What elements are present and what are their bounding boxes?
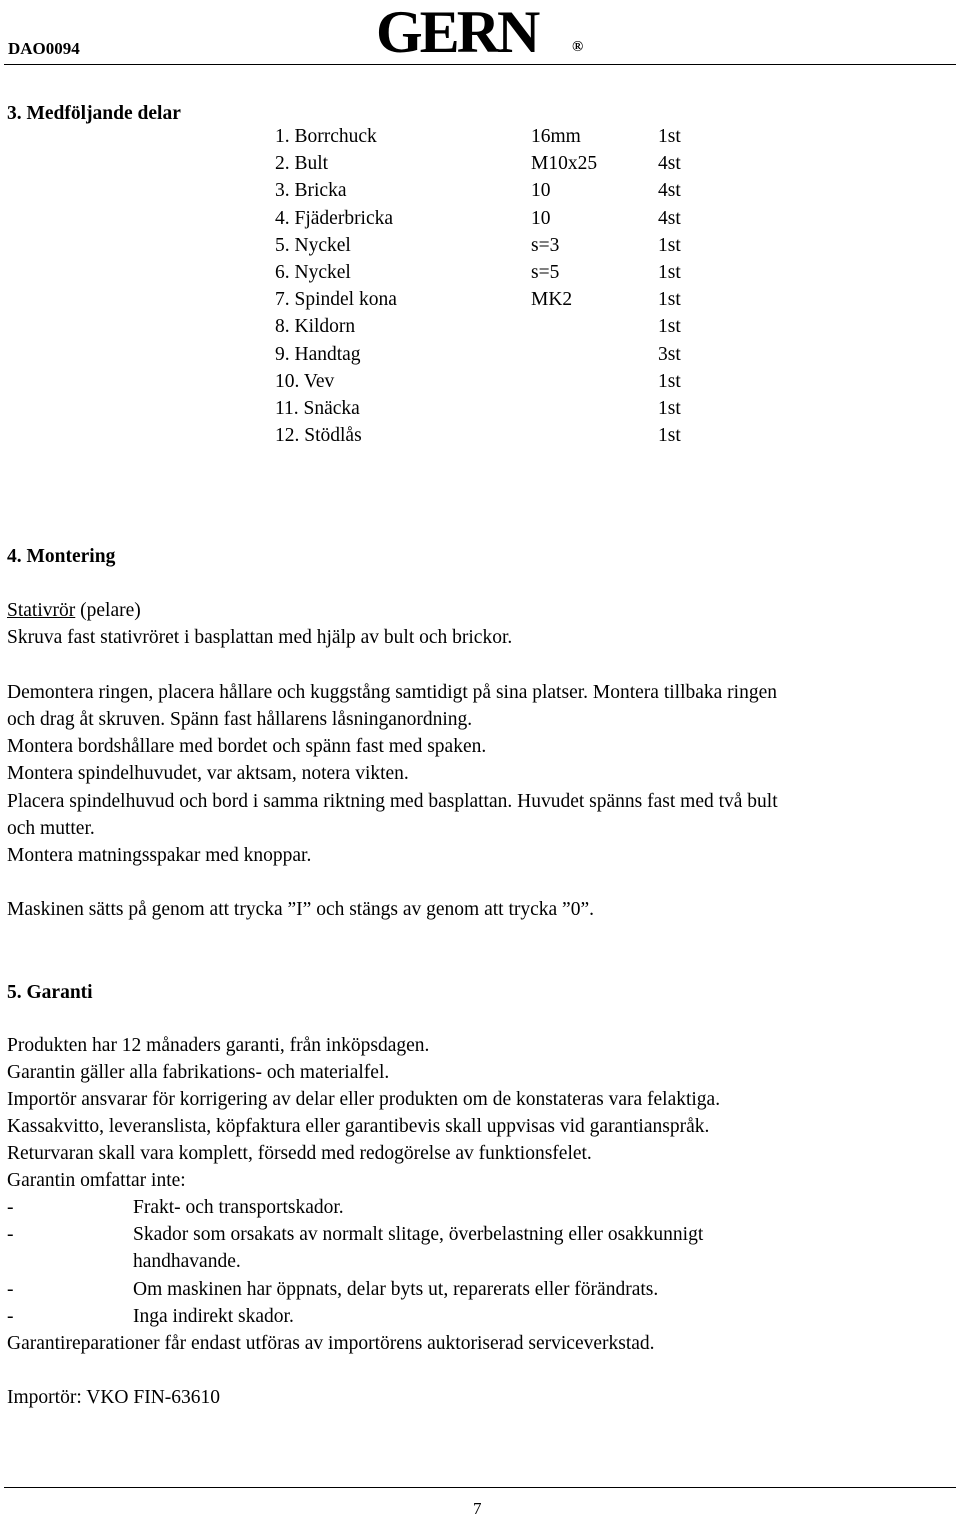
assembly-line: Demontera ringen, placera hållare och kuggstång samtidigt på sina platser. Montera tillbaka ringen [7,682,777,703]
section-3-heading: 3. Medföljande delar [7,103,181,124]
part-name: 1. Borrchuck [275,126,377,147]
subsection-title-underlined: Stativrör [7,600,76,621]
list-item [0,1307,900,1334]
part-name: 2. Bult [275,153,329,175]
part-spec: 16mm [531,126,581,147]
part-name: 8. Kildorn [275,316,356,338]
assembly-line: Skruva fast stativröret i basplattan med hjälp av bult och brickor. [7,627,513,648]
exclusion-text: Om maskinen har öppnats, delar byts ut, reparerats eller förändrats. [133,1278,659,1300]
power-instruction: Maskinen sätts på genom att trycka ”I” och stängs av genom att trycka ”0”. [7,899,594,920]
parts-row [0,398,700,425]
section-4-heading: 4. Montering [7,546,116,567]
part-qty: 1st [658,126,681,147]
part-spec: 10 [531,180,551,202]
list-item [0,1280,900,1307]
bullet-dash: - [7,1305,14,1327]
part-spec: MK2 [531,289,573,311]
footer-rule [4,1487,956,1488]
warranty-line: Importör ansvarar för korrigering av delar eller produkten om de konstateras vara felaktiga. [7,1089,721,1110]
bullet-dash: - [7,1197,14,1218]
part-name: 10. Vev [275,370,335,392]
exclusion-text: Frakt- och transportskador. [133,1197,344,1218]
exclusion-text: Inga indirekt skador. [133,1305,294,1327]
part-name: 6. Nyckel [275,261,351,283]
subsection-title [7,601,141,621]
parts-row [0,344,700,371]
exclusion-text: handhavande. [133,1251,241,1273]
exclusion-text: Skador som orsakats av normalt slitage, överbelastning eller osakkunnigt [133,1224,704,1246]
header-rule [4,64,956,65]
part-qty: 1st [658,234,681,256]
assembly-line: och drag åt skruven. Spänn fast hållarens låsninganordning. [7,709,473,730]
warranty-line: Garantireparationer får endast utföras av importörens auktoriserad serviceverkstad. [7,1333,655,1354]
list-item [0,1198,900,1225]
part-qty: 1st [658,289,681,311]
assembly-line: Placera spindelhuvud och bord i samma riktning med basplattan. Huvudet spänns fast med två bult [7,791,778,812]
registered-mark: ® [572,39,584,55]
bullet-dash: - [7,1278,14,1300]
parts-row [0,235,700,262]
warranty-line: Returvaran skall vara komplett, försedd med redogörelse av funktionsfelet. [7,1143,592,1164]
part-qty: 3st [658,343,681,365]
part-qty: 1st [658,397,681,419]
part-name: 5. Nyckel [275,234,351,256]
part-qty: 4st [658,153,681,175]
exclusion-list [0,1198,900,1334]
part-qty: 4st [658,207,681,229]
warranty-line: Kassakvitto, leveranslista, köpfaktura eller garantibevis skall uppvisas vid garantianspråk. [7,1116,710,1137]
warranty-line: Garantin gäller alla fabrikations- och materialfel. [7,1062,390,1083]
warranty-line: Produkten har 12 månaders garanti, från inköpsdagen. [7,1035,430,1056]
part-spec: s=3 [531,234,560,256]
part-spec: M10x25 [531,153,598,175]
part-qty: 1st [658,261,681,283]
part-qty: 4st [658,180,681,202]
parts-row [0,180,700,207]
brand-logo: GERN [376,0,538,65]
parts-row [0,126,700,153]
list-item [0,1252,900,1279]
parts-row [0,371,700,398]
bullet-dash: - [7,1224,14,1246]
parts-row [0,153,700,180]
part-spec: 10 [531,207,551,229]
part-name: 12. Stödlås [275,425,362,447]
assembly-line: Montera bordshållare med bordet och spänn fast med spaken. [7,736,487,757]
part-name: 3. Bricka [275,180,347,202]
importer-line: Importör: VKO FIN-63610 [7,1387,221,1408]
parts-row [0,289,700,316]
subsection-title-suffix: (pelare) [75,600,141,621]
document-code: DAO0094 [8,39,80,58]
part-qty: 1st [658,425,681,447]
part-spec: s=5 [531,261,560,283]
part-name: 11. Snäcka [275,397,360,419]
parts-row [0,316,700,343]
assembly-line: Montera spindelhuvudet, var aktsam, notera vikten. [7,763,409,784]
section-5-heading: 5. Garanti [7,982,93,1003]
parts-row [0,425,700,452]
part-qty: 1st [658,370,681,392]
assembly-line: Montera matningsspakar med knoppar. [7,845,312,866]
parts-row [0,262,700,289]
part-name: 9. Handtag [275,343,361,365]
part-name: 7. Spindel kona [275,289,397,311]
parts-list [0,126,700,452]
warranty-line: Garantin omfattar inte: [7,1170,186,1191]
assembly-line: och mutter. [7,818,95,839]
page-number: 7 [473,1499,482,1518]
part-qty: 1st [658,316,681,338]
part-name: 4. Fjäderbricka [275,207,394,229]
parts-row [0,208,700,235]
list-item [0,1225,900,1252]
